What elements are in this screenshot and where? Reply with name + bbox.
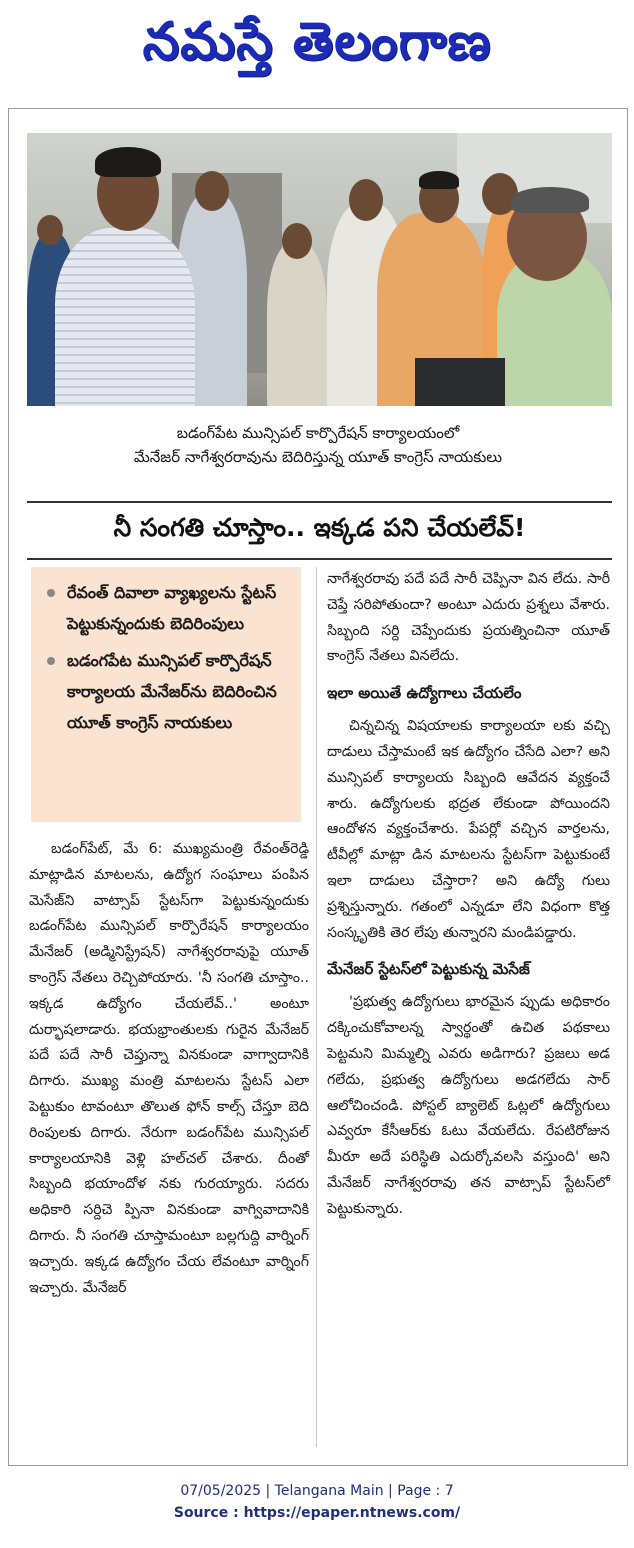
highlight-item: బడంగపేట మున్సిపల్ కార్పొరేషన్ కార్యాలయ మేనేజర్‌ను బెదిరించిన యూత్ కాంగ్రెస్ నాయకులు <box>45 645 291 738</box>
masthead <box>0 0 634 96</box>
article-paragraph: 'ప్రభుత్వ ఉద్యోగులు భారమైన ప్పుడు అధికారం దక్కించుకోవాలన్న స్వార్థంతో ఉచిత పథకాలు పెట్టమని మిమ్మల్ని ఎవరు అడిగారు? ప్రజలు అడ గలేదు, ప్రభుత్వ ఉద్యోగులు అడగలేదు సార్ ఆలోచించండి. పోస్టల్ బ్యాలెట్ ఓట్లలో ఉద్యోగులు ఎవ్వరూ కేసీఆర్‌కు ఓటు వేయలేదు. రేపటిరోజున మీరూ అదే పరిస్థితి ఎదుర్కోవలసి వస్తుంది' అని మేనేజర్ నాగేశ్వరరావు తన వాట్సాప్ స్టేటస్‌లో పెట్టుకున్నారు. <box>327 994 610 1217</box>
bullet-icon <box>47 657 55 665</box>
caption-line-2: మేనేజర్ నాగేశ్వరరావును బెదిరిస్తున్న యూత్ కాంగ్రెస్ నాయకులు <box>133 448 503 466</box>
article-paragraph: చిన్నచిన్న విషయాలకు కార్యాలయా లకు వచ్చి దాడులు చేస్తామంటే ఇక ఉద్యోగం చేసేది ఎలా? అని మున్సిపల్ కార్యాలయ సిబ్బంది ఆవేదన వ్యక్తంచే శారు. ఉద్యోగులకు భద్రత లేకుండా పోయిందని ఆందోళన వ్యక్తంచేశారు. పేపర్లో వచ్చిన వార్తలను, టీవీల్లో మాట్లా డిన మాటలను స్టేటస్‌గా పెట్టుకుంటే ఇలా దాడులు చేస్తారా? అని ఉద్యో గులు ప్రశ్నిస్తున్నారు. గతంలో ఎన్నడూ లేని విధంగా కొత్త సంస్కృతికి తెర లేపు తున్నారని మండిపడ్డారు. <box>327 718 610 941</box>
footer-date-page: 07/05/2025 | Telangana Main | Page : 7 <box>180 1483 454 1499</box>
article-paragraph: బడంగ్‌పేట్, మే 6: ముఖ్యమంత్రి రేవంత్‌రెడ్డి మాట్లాడిన మాటలను, ఉద్యోగ సంఘాలు పంపిన మెసేజ్‌ని వాట్సాప్ స్టేటస్‌గా పెట్టుకున్నందుకు బడంగ్‌పేట మున్సిపల్ కార్పొరేషన్ కార్యాలయం మేనేజర్ (అడ్మినిస్ట్రేషన్) నాగేశ్వరరావుపై యూత్ కాంగ్రెస్ నేతలు రెచ్చిపోయారు. 'నీ సంగతి చూస్తాం.. ఇక్కడ ఉద్యోగం చేయలేవ్..' అంటూ దుర్భాషలాడారు. భయభ్రాంతులకు గురైన మేనేజర్ పదే పదే సారీ చెప్తున్నా వినకుండా వాగ్వాదానికి దిగారు. ముఖ్య మంత్రి మాటలను స్టేటస్ ఎలా పెట్టుకుం టావంటూ తొలుత ఫోన్ కాల్స్ చేస్తూ బెది రింపులకు దిగారు. నేరుగా బడంగ్‌పేట మున్సిపల్ కార్యాలయానికి వెళ్లి హల్‌చల్ చేశారు. దీంతో సిబ్బంది భయాందోళ నకు గురయ్యారు. సదరు అధికారి సర్దిచె ప్పినా వినకుండా వాగ్వివాదానికి దిగారు. నీ సంగతి చూస్తామంటూ బల్లగుద్ది వార్నింగ్ ఇచ్చారు. ఇక్కడ ఉద్యోగం చేయ లేవంటూ వార్నింగ్ ఇచ్చారు. మేనేజర్ <box>29 841 309 1296</box>
divider <box>27 558 612 560</box>
highlight-item: రేవంత్ దివాలా వ్యాఖ్యలను స్టేటస్ పెట్టుకున్నందుకు బెదిరింపులు <box>45 577 291 639</box>
caption-line-1: బడంగ్‌పేట మున్సిపల్ కార్పొరేషన్ కార్యాలయంలో <box>176 424 460 442</box>
subheading: మేనేజర్ స్టేటస్‌లో పెట్టుకున్న మెసేజ్ <box>327 960 530 979</box>
article-column-right <box>327 567 610 1223</box>
article-paragraph: నాగేశ్వరరావు పదే పదే సారీ చెప్పినా విన లేదు. సారీ చెప్తే సరిపోతుందా? అంటూ ఎదురు ప్రశ్నలు వేశారు. సిబ్బంది సర్ది చెప్పేందుకు ప్రయత్నించినా యూత్ కాంగ్రెస్ నేతలు వినలేదు. <box>327 571 610 665</box>
footer <box>0 1480 634 1524</box>
footer-source: Source : https://epaper.ntnews.com/ <box>173 1505 461 1521</box>
highlights-box <box>31 567 301 822</box>
newspaper-logo: నమస్తే తెలంగాణ <box>142 11 492 72</box>
news-photo <box>27 133 612 406</box>
bullet-icon <box>47 589 55 597</box>
article-column-left <box>29 837 309 1301</box>
news-clipping <box>8 108 628 1466</box>
photo-caption <box>9 421 627 469</box>
headline: నీ సంగతి చూస్తాం.. ఇక్కడ పని చేయలేవ్! <box>113 513 526 542</box>
divider <box>27 501 612 503</box>
column-divider <box>316 567 317 1447</box>
subheading: ఇలా అయితే ఉద్యోగాలు చేయలేం <box>327 684 522 703</box>
